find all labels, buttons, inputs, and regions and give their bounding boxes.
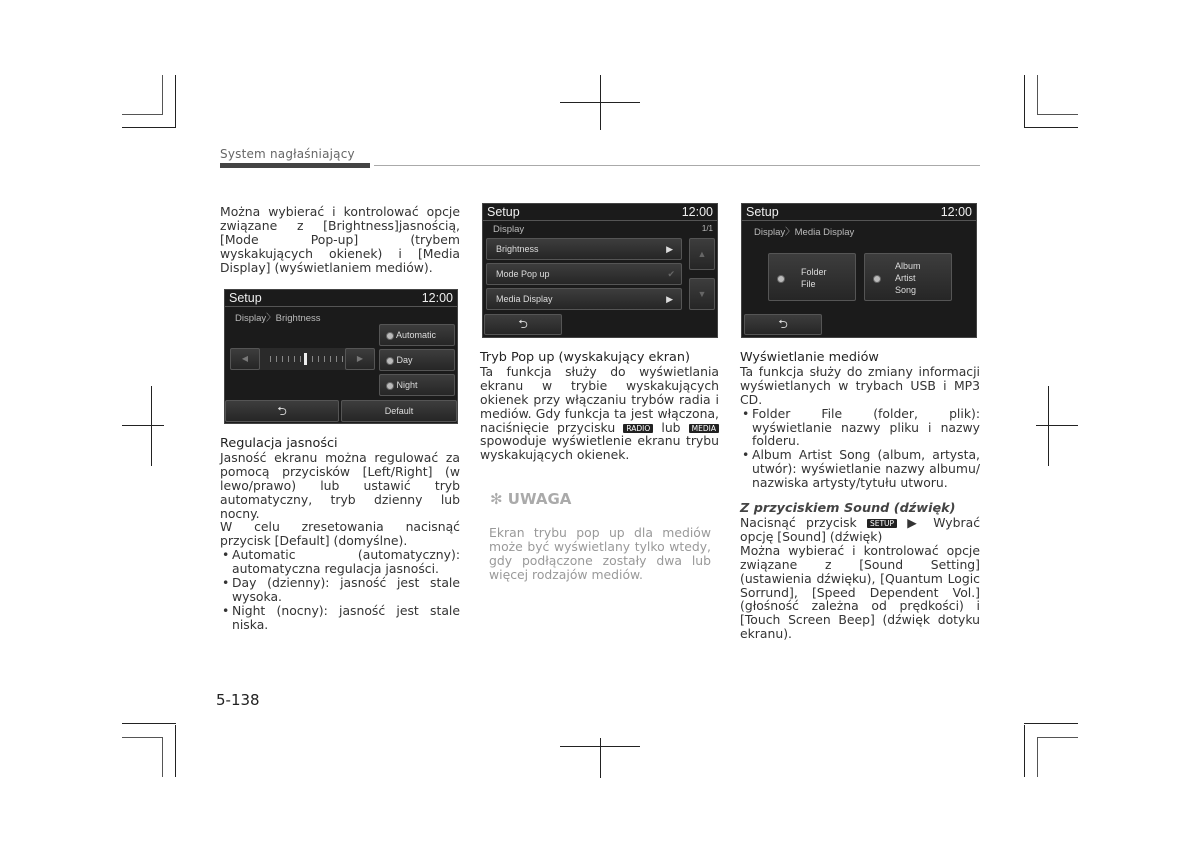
- brightness-heading: Regulacja jasności: [220, 436, 338, 451]
- radio-icon: [386, 382, 394, 390]
- crop-mark: [1024, 127, 1078, 128]
- bullet-night: • Night (nocny): jasność jest stale niska.: [220, 604, 460, 632]
- option-folder-file[interactable]: [768, 253, 856, 301]
- crop-mark: [151, 386, 152, 466]
- option-day[interactable]: [379, 349, 455, 371]
- screen-title: Setup: [229, 291, 262, 305]
- right-arrow-icon[interactable]: ▶: [345, 348, 375, 370]
- crop-mark: [175, 725, 176, 777]
- menu-item-brightness[interactable]: [486, 238, 682, 260]
- popup-body-text: lub: [661, 419, 681, 435]
- menu-item-mode-popup[interactable]: [486, 263, 682, 285]
- radio-key: RADIO: [623, 424, 653, 433]
- popup-section: [480, 351, 719, 462]
- option-label: Automatic: [396, 330, 437, 340]
- option-label: Night: [396, 380, 418, 390]
- menu-item-media-display[interactable]: [486, 288, 682, 310]
- note-body: Ekran trybu pop up dla mediów może być wyświetlany tylko wtedy, gdy podłączone zostały dwa lub więcej rodzajów mediów.: [489, 525, 711, 582]
- screen-title: Setup: [746, 205, 779, 219]
- screen-subtitle: Display: [493, 224, 525, 235]
- menu-item-label: Media Display: [496, 294, 553, 304]
- option-line: Song: [895, 285, 917, 295]
- chevron-right-icon: ▶: [666, 294, 673, 304]
- media-display-section: [740, 351, 980, 641]
- option-night[interactable]: [379, 374, 455, 396]
- back-button[interactable]: [744, 314, 822, 335]
- media-display-screen: [741, 203, 977, 338]
- back-button[interactable]: [484, 314, 562, 335]
- screen-divider: [225, 306, 457, 307]
- bullet-folder-file: • Folder File (folder, plik): wyświetlanie nazwy pliku i nazwy folderu.: [740, 407, 980, 449]
- screen-time: 12:00: [681, 205, 713, 219]
- screen-breadcrumb: Display〉Media Display: [754, 227, 855, 238]
- media-display-heading: Wyświetlanie mediów: [740, 350, 879, 365]
- crop-mark: [1024, 723, 1078, 724]
- screen-divider: [742, 220, 976, 221]
- checkbox-icon[interactable]: ✔: [667, 269, 675, 279]
- section-header: System nagłaśniający: [220, 147, 355, 161]
- sound-text: Nacisnąć przycisk: [740, 514, 857, 530]
- media-display-body: Ta funkcja służy do zmiany informacji wyświetlanych w trybach USB i MP3 CD.: [740, 363, 980, 407]
- bullet-album-artist-song: • Album Artist Song (album, artysta, utwór): wyświetlanie nazwy albumu/ nazwiska artysty/tytułu utworu.: [740, 448, 980, 490]
- brightness-screen: [224, 289, 458, 424]
- back-arrow-icon: ⮌: [778, 317, 788, 331]
- crop-mark: [560, 102, 640, 103]
- option-label: [895, 260, 921, 296]
- popup-body-text: Ta funkcja służy do wyświetlania ekranu w trybie wyskakujących okienek przy włączaniu trybów radia i mediów. Gdy funkcja ta jest włączona, naciśnięcie przycisku: [480, 363, 719, 435]
- popup-heading: Tryb Pop up (wyskakujący ekran): [480, 350, 690, 365]
- screen-breadcrumb: Display〉Brightness: [235, 313, 321, 324]
- crop-mark: [600, 738, 601, 778]
- option-line: File: [801, 279, 816, 289]
- page-number: 5-138: [216, 691, 260, 709]
- note-title: ✻ UWAGA: [490, 490, 572, 508]
- back-arrow-icon: ⮌: [277, 404, 287, 418]
- crop-mark: [1037, 114, 1078, 115]
- option-automatic[interactable]: [379, 324, 455, 346]
- scroll-up-icon[interactable]: ▲: [689, 238, 715, 270]
- crop-mark: [1037, 737, 1038, 777]
- brightness-section: [220, 437, 460, 632]
- menu-item-label: Mode Pop up: [496, 269, 550, 279]
- crop-mark: [162, 75, 163, 115]
- option-album-artist-song[interactable]: [864, 253, 952, 301]
- left-arrow-icon[interactable]: ◀: [230, 348, 260, 370]
- option-label: [801, 266, 827, 290]
- back-button[interactable]: [225, 400, 339, 422]
- crop-mark: [1036, 425, 1078, 426]
- option-label: Day: [396, 355, 413, 365]
- default-button[interactable]: Default: [341, 400, 457, 422]
- sound-press-instruction: [740, 516, 980, 544]
- crop-mark: [560, 746, 640, 747]
- back-arrow-icon: ⮌: [518, 317, 528, 331]
- screen-title: Setup: [487, 205, 520, 219]
- scroll-down-icon[interactable]: ▼: [689, 278, 715, 310]
- display-screen: [482, 203, 718, 338]
- screen-time: 12:00: [421, 291, 453, 305]
- crop-mark: [162, 737, 163, 777]
- option-line: Folder: [801, 267, 827, 277]
- header-rule-light: [374, 165, 980, 166]
- radio-icon: [386, 332, 394, 340]
- radio-icon: [386, 357, 394, 365]
- screen-divider: [483, 220, 717, 221]
- crop-mark: [122, 127, 176, 128]
- chevron-right-icon: ▶: [666, 244, 673, 254]
- brightness-slider-thumb[interactable]: [304, 353, 307, 365]
- intro-paragraph: Można wybierać i kontrolować opcje związane z [Brightness]jasnością, [Mode Pop-up] (trybem wyskakujących okienek) i [Media Display] (wyświetlaniem mediów).: [220, 204, 460, 275]
- sound-heading: Z przyciskiem Sound (dźwięk): [740, 501, 956, 517]
- option-line: Artist: [895, 273, 916, 283]
- crop-mark: [122, 114, 163, 115]
- brightness-scale: [270, 356, 345, 362]
- popup-body: [480, 365, 719, 462]
- bullet-automatic: • Automatic (automatyczny): automatyczna regulacja jasności.: [220, 548, 460, 576]
- crop-mark: [1037, 737, 1078, 738]
- sound-text: ▶ Wybrać opcję [Sound] (dźwięk): [740, 514, 981, 544]
- brightness-body-reset: W celu zresetowania nacisnąć przycisk [Default] (domyślne).: [220, 519, 460, 549]
- column-1: [220, 205, 460, 275]
- crop-mark: [1024, 75, 1025, 127]
- crop-mark: [122, 737, 163, 738]
- crop-mark: [1037, 75, 1038, 115]
- popup-body-text: spowoduje wyświetlenie ekranu trybu wyskakujących okienek.: [480, 433, 719, 463]
- brightness-body: Jasność ekranu można regulować za pomocą przycisków [Left/Right] (w lewo/prawo) lub ustawić tryb automatyczny, tryb dzienny lub nocny.: [220, 449, 460, 521]
- crop-mark: [122, 723, 176, 724]
- screen-time: 12:00: [940, 205, 972, 219]
- sound-body: Można wybierać i kontrolować opcje związane z [Sound Setting] (ustawienia dźwięku), [Quantum Logic Sorrund], [Speed Dependent Vol.] (głośność zależna od prędkości) i [Touch Screen Beep] (dźwięk dotyku ekranu).: [740, 542, 980, 642]
- media-key: MEDIA: [689, 424, 719, 433]
- setup-key: SETUP: [867, 519, 897, 528]
- bullet-day: • Day (dzienny): jasność jest stale wysoka.: [220, 576, 460, 604]
- brightness-slider[interactable]: [230, 348, 375, 370]
- crop-mark: [1048, 386, 1049, 466]
- radio-icon: [873, 275, 881, 283]
- crop-mark: [175, 75, 176, 127]
- header-rule-dark: [220, 163, 370, 168]
- page-indicator: 1/1: [701, 224, 713, 233]
- option-line: Album: [895, 261, 921, 271]
- menu-item-label: Brightness: [496, 244, 539, 254]
- crop-mark: [1024, 725, 1025, 777]
- radio-icon: [777, 275, 785, 283]
- crop-mark: [122, 425, 164, 426]
